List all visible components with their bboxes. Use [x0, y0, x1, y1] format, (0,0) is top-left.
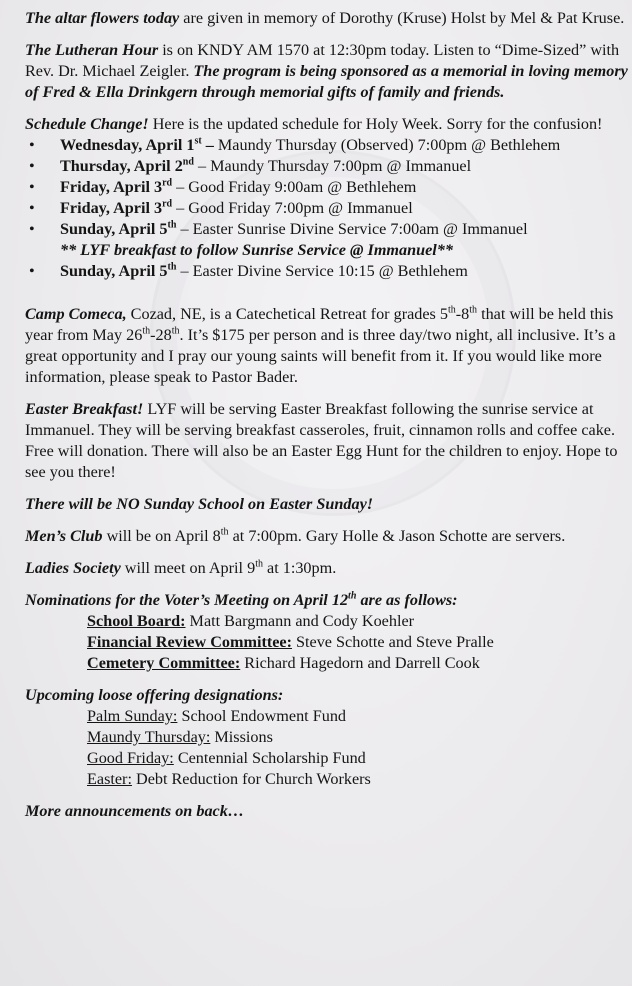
nominations-section: [25, 590, 632, 674]
schedule-item: • Friday, April 3rd – Good Friday 9:00am @ Bethlehem: [29, 177, 417, 196]
holy-week-schedule: [25, 135, 632, 282]
mens-club-paragraph: Men’s Club will be on April 8th at 7:00pm. Gary Holle & Jason Schotte are servers.: [25, 526, 566, 545]
schedule-item: • Sunday, April 5th – Easter Divine Service 10:15 @ Bethlehem: [29, 261, 468, 280]
schedule-item: • Friday, April 3rd – Good Friday 7:00pm @ Immanuel: [29, 198, 413, 217]
nomination-item: School Board: Matt Bargmann and Cody Koehler: [87, 612, 415, 630]
nomination-item: Cemetery Committee: Richard Hagedorn and Darrell Cook: [87, 654, 480, 672]
offering-item: Palm Sunday: School Endowment Fund: [87, 707, 347, 725]
nomination-item: Financial Review Committee: Steve Schotte and Steve Pralle: [87, 633, 494, 651]
no-sunday-school-notice: There will be NO Sunday School on Easter Sunday!: [25, 495, 374, 513]
offering-section: [25, 685, 632, 790]
schedule-item: • Wednesday, April 1st – Maundy Thursday (Observed) 7:00pm @ Bethlehem: [29, 135, 561, 154]
schedule-item: • Thursday, April 2nd – Maundy Thursday 7:00pm @ Immanuel: [29, 156, 472, 175]
offering-heading: Upcoming loose offering designations:: [25, 686, 284, 704]
lutheran-hour-paragraph: The Lutheran Hour is on KNDY AM 1570 at 12:30pm today. Listen to “Dime-Sized” with Rev. Dr. Michael Zeigler. The program is being sponsored as a memorial in loving memory of Fred & Ella Drinkgern through memorial gifts of family and friends.: [25, 41, 628, 101]
schedule-change-paragraph: Schedule Change! Here is the updated schedule for Holy Week. Sorry for the confusion!: [25, 115, 603, 133]
easter-breakfast-paragraph: Easter Breakfast! LYF will be serving Easter Breakfast following the sunrise service at Immanuel. They will be serving breakfast casseroles, fruit, cinnamon rolls and coffee cake. Free will donation. There will also be an Easter Egg Hunt for the children to enjoy. Hope to see you there!: [25, 400, 618, 481]
offering-item: Easter: Debt Reduction for Church Workers: [87, 770, 371, 788]
offering-item: Maundy Thursday: Missions: [87, 728, 273, 746]
camp-comeca-paragraph: Camp Comeca, Cozad, NE, is a Catechetical Retreat for grades 5th-8th that will be held this year from May 26th-28th. It’s $175 per person and is three day/two night, all inclusive. It’s a great opportunity and I pray our young saints will benefit from it. If you would like more information, please speak to Pastor Bader.: [25, 304, 616, 386]
altar-flowers-paragraph: The altar flowers today are given in memory of Dorothy (Kruse) Holst by Mel & Pat Kruse.: [25, 9, 625, 27]
nominations-heading: Nominations for the Voter’s Meeting on April 12th are as follows:: [25, 590, 458, 609]
schedule-item: • Sunday, April 5th – Easter Sunrise Divine Service 7:00am @ Immanuel: [29, 219, 528, 238]
ladies-society-paragraph: Ladies Society will meet on April 9th at 1:30pm.: [25, 558, 337, 577]
more-announcements-note: More announcements on back…: [25, 802, 245, 820]
announcements-column: [25, 8, 632, 833]
lyf-breakfast-note: ** LYF breakfast to follow Sunrise Service @ Immanuel**: [60, 241, 453, 259]
offering-item: Good Friday: Centennial Scholarship Fund: [87, 749, 366, 767]
